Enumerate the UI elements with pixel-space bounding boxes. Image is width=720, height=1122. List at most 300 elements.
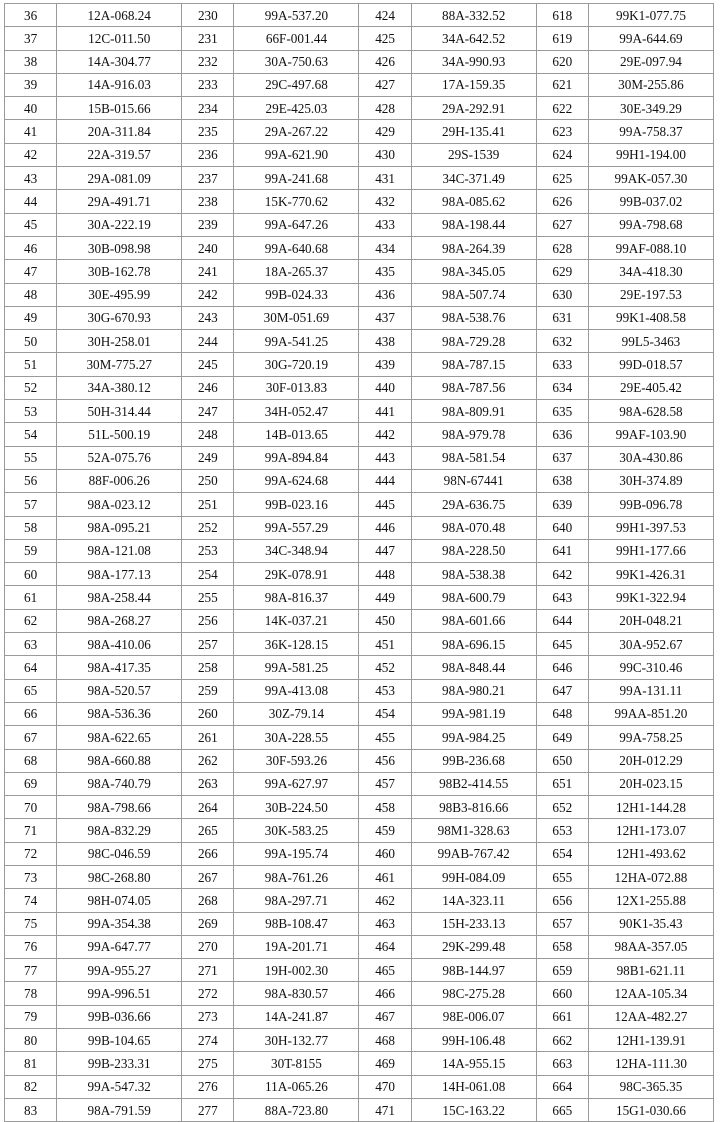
- row-number-cell: 79: [5, 1005, 57, 1028]
- plate-number-cell: 19H-002.30: [234, 959, 359, 982]
- table-row: [5, 1098, 714, 1121]
- plate-number-cell: 30K-583.25: [234, 819, 359, 842]
- plate-number-cell: 99A-537.20: [234, 4, 359, 27]
- plate-number-cell: 30A-952.67: [588, 633, 713, 656]
- row-number-cell: 243: [182, 306, 234, 329]
- row-number-cell: 254: [182, 563, 234, 586]
- plate-number-cell: 52A-075.76: [57, 446, 182, 469]
- row-number-cell: 458: [359, 796, 411, 819]
- plate-number-cell: 17A-159.35: [411, 73, 536, 96]
- row-number-cell: 50: [5, 330, 57, 353]
- row-number-cell: 68: [5, 749, 57, 772]
- plate-number-cell: 12HA-111.30: [588, 1052, 713, 1075]
- row-number-cell: 250: [182, 469, 234, 492]
- row-number-cell: 267: [182, 865, 234, 888]
- row-number-cell: 461: [359, 865, 411, 888]
- plate-number-cell: 30A-750.63: [234, 50, 359, 73]
- table-row: [5, 819, 714, 842]
- row-number-cell: 442: [359, 423, 411, 446]
- plate-number-cell: 98A-177.13: [57, 563, 182, 586]
- row-number-cell: 432: [359, 190, 411, 213]
- row-number-cell: 650: [536, 749, 588, 772]
- table-row: [5, 376, 714, 399]
- plate-number-cell: 98A-198.44: [411, 213, 536, 236]
- plate-number-cell: 15H-233.13: [411, 912, 536, 935]
- row-number-cell: 642: [536, 563, 588, 586]
- row-number-cell: 77: [5, 959, 57, 982]
- row-number-cell: 52: [5, 376, 57, 399]
- row-number-cell: 658: [536, 935, 588, 958]
- row-number-cell: 436: [359, 283, 411, 306]
- table-row: [5, 563, 714, 586]
- plate-number-cell: 98A-729.28: [411, 330, 536, 353]
- plate-number-cell: 98A-410.06: [57, 633, 182, 656]
- row-number-cell: 263: [182, 772, 234, 795]
- plate-number-cell: 98A-507.74: [411, 283, 536, 306]
- plate-number-cell: 88A-723.80: [234, 1098, 359, 1121]
- row-number-cell: 258: [182, 656, 234, 679]
- row-number-cell: 265: [182, 819, 234, 842]
- row-number-cell: 444: [359, 469, 411, 492]
- table-row: [5, 796, 714, 819]
- plate-number-cell: 30T-8155: [234, 1052, 359, 1075]
- table-row: [5, 912, 714, 935]
- row-number-cell: 244: [182, 330, 234, 353]
- table-row: [5, 50, 714, 73]
- row-number-cell: 57: [5, 493, 57, 516]
- plate-number-cell: 14B-013.65: [234, 423, 359, 446]
- plate-number-cell: 14K-037.21: [234, 609, 359, 632]
- table-row: [5, 982, 714, 1005]
- table-body: [5, 4, 714, 1122]
- plate-number-cell: 34A-642.52: [411, 27, 536, 50]
- row-number-cell: 264: [182, 796, 234, 819]
- table-row: [5, 656, 714, 679]
- plate-number-cell: 99A-984.25: [411, 726, 536, 749]
- plate-number-cell: 98A-538.38: [411, 563, 536, 586]
- plate-number-cell: 98A-628.58: [588, 400, 713, 423]
- row-number-cell: 65: [5, 679, 57, 702]
- plate-number-cell: 99A-996.51: [57, 982, 182, 1005]
- table-row: [5, 73, 714, 96]
- table-row: [5, 842, 714, 865]
- plate-number-cell: 30Z-79.14: [234, 702, 359, 725]
- row-number-cell: 435: [359, 260, 411, 283]
- table-row: [5, 539, 714, 562]
- row-number-cell: 626: [536, 190, 588, 213]
- plate-number-cell: 99A-547.32: [57, 1075, 182, 1098]
- row-number-cell: 234: [182, 97, 234, 120]
- plate-number-cell: 99A-541.25: [234, 330, 359, 353]
- plate-number-cell: 29A-636.75: [411, 493, 536, 516]
- row-number-cell: 248: [182, 423, 234, 446]
- plate-number-cell: 98A-622.65: [57, 726, 182, 749]
- table-row: [5, 423, 714, 446]
- plate-number-cell: 99A-621.90: [234, 143, 359, 166]
- row-number-cell: 619: [536, 27, 588, 50]
- plate-number-cell: 29A-292.91: [411, 97, 536, 120]
- row-number-cell: 640: [536, 516, 588, 539]
- row-number-cell: 69: [5, 772, 57, 795]
- row-number-cell: 469: [359, 1052, 411, 1075]
- plate-number-cell: 98A-787.56: [411, 376, 536, 399]
- row-number-cell: 468: [359, 1029, 411, 1052]
- row-number-cell: 269: [182, 912, 234, 935]
- row-number-cell: 660: [536, 982, 588, 1005]
- table-row: [5, 167, 714, 190]
- row-number-cell: 251: [182, 493, 234, 516]
- plate-number-cell: 99A-798.68: [588, 213, 713, 236]
- row-number-cell: 645: [536, 633, 588, 656]
- row-number-cell: 428: [359, 97, 411, 120]
- row-number-cell: 40: [5, 97, 57, 120]
- row-number-cell: 49: [5, 306, 57, 329]
- plate-number-cell: 12AA-105.34: [588, 982, 713, 1005]
- row-number-cell: 426: [359, 50, 411, 73]
- plate-number-cell: 98A-258.44: [57, 586, 182, 609]
- plate-number-cell: 29E-097.94: [588, 50, 713, 73]
- plate-number-cell: 20H-048.21: [588, 609, 713, 632]
- plate-number-cell: 51L-500.19: [57, 423, 182, 446]
- plate-number-cell: 98A-070.48: [411, 516, 536, 539]
- row-number-cell: 232: [182, 50, 234, 73]
- row-number-cell: 252: [182, 516, 234, 539]
- plate-number-cell: 98A-121.08: [57, 539, 182, 562]
- row-number-cell: 259: [182, 679, 234, 702]
- row-number-cell: 83: [5, 1098, 57, 1121]
- table-row: [5, 865, 714, 888]
- plate-number-cell: 12AA-482.27: [588, 1005, 713, 1028]
- plate-number-cell: 99K1-408.58: [588, 306, 713, 329]
- table-row: [5, 143, 714, 166]
- table-row: [5, 400, 714, 423]
- row-number-cell: 631: [536, 306, 588, 329]
- row-number-cell: 59: [5, 539, 57, 562]
- plate-number-cell: 29A-267.22: [234, 120, 359, 143]
- row-number-cell: 625: [536, 167, 588, 190]
- row-number-cell: 60: [5, 563, 57, 586]
- plate-number-cell: 30M-255.86: [588, 73, 713, 96]
- plate-number-cell: 30E-495.99: [57, 283, 182, 306]
- row-number-cell: 429: [359, 120, 411, 143]
- table-row: [5, 1005, 714, 1028]
- row-number-cell: 439: [359, 353, 411, 376]
- table-row: [5, 935, 714, 958]
- row-number-cell: 82: [5, 1075, 57, 1098]
- row-number-cell: 236: [182, 143, 234, 166]
- document-page: [4, 3, 714, 1122]
- row-number-cell: 246: [182, 376, 234, 399]
- row-number-cell: 276: [182, 1075, 234, 1098]
- row-number-cell: 48: [5, 283, 57, 306]
- plate-number-cell: 99A-581.25: [234, 656, 359, 679]
- plate-number-cell: 98AA-357.05: [588, 935, 713, 958]
- plate-number-cell: 98C-365.35: [588, 1075, 713, 1098]
- row-number-cell: 467: [359, 1005, 411, 1028]
- plate-number-cell: 98A-581.54: [411, 446, 536, 469]
- plate-number-cell: 20A-311.84: [57, 120, 182, 143]
- plate-number-cell: 98B1-621.11: [588, 959, 713, 982]
- plate-number-cell: 99A-131.11: [588, 679, 713, 702]
- table-row: [5, 726, 714, 749]
- plate-number-cell: 15B-015.66: [57, 97, 182, 120]
- row-number-cell: 471: [359, 1098, 411, 1121]
- row-number-cell: 648: [536, 702, 588, 725]
- row-number-cell: 466: [359, 982, 411, 1005]
- plate-number-cell: 99B-233.31: [57, 1052, 182, 1075]
- plate-number-cell: 98A-417.35: [57, 656, 182, 679]
- table-row: [5, 190, 714, 213]
- plate-number-cell: 30B-098.98: [57, 236, 182, 259]
- plate-number-cell: 98E-006.07: [411, 1005, 536, 1028]
- row-number-cell: 38: [5, 50, 57, 73]
- row-number-cell: 643: [536, 586, 588, 609]
- plate-number-cell: 15G1-030.66: [588, 1098, 713, 1121]
- row-number-cell: 450: [359, 609, 411, 632]
- plate-number-cell: 12H1-173.07: [588, 819, 713, 842]
- plate-number-cell: 29K-299.48: [411, 935, 536, 958]
- plate-number-cell: 98A-740.79: [57, 772, 182, 795]
- row-number-cell: 41: [5, 120, 57, 143]
- row-number-cell: 449: [359, 586, 411, 609]
- plate-number-cell: 20H-023.15: [588, 772, 713, 795]
- row-number-cell: 633: [536, 353, 588, 376]
- plate-number-cell: 99AK-057.30: [588, 167, 713, 190]
- row-number-cell: 448: [359, 563, 411, 586]
- plate-number-cell: 12H1-139.91: [588, 1029, 713, 1052]
- row-number-cell: 239: [182, 213, 234, 236]
- plate-number-cell: 98A-268.27: [57, 609, 182, 632]
- row-number-cell: 42: [5, 143, 57, 166]
- plate-number-cell: 12X1-255.88: [588, 889, 713, 912]
- plate-number-cell: 98A-791.59: [57, 1098, 182, 1121]
- plate-number-cell: 29C-497.68: [234, 73, 359, 96]
- plate-number-cell: 34A-990.93: [411, 50, 536, 73]
- plate-number-cell: 99A-354.38: [57, 912, 182, 935]
- row-number-cell: 621: [536, 73, 588, 96]
- row-number-cell: 627: [536, 213, 588, 236]
- plate-number-cell: 20H-012.29: [588, 749, 713, 772]
- plate-number-cell: 99B-236.68: [411, 749, 536, 772]
- plate-number-cell: 30F-593.26: [234, 749, 359, 772]
- plate-number-cell: 15K-770.62: [234, 190, 359, 213]
- row-number-cell: 437: [359, 306, 411, 329]
- row-number-cell: 249: [182, 446, 234, 469]
- row-number-cell: 662: [536, 1029, 588, 1052]
- row-number-cell: 45: [5, 213, 57, 236]
- row-number-cell: 622: [536, 97, 588, 120]
- plate-number-cell: 99A-557.29: [234, 516, 359, 539]
- row-number-cell: 37: [5, 27, 57, 50]
- row-number-cell: 639: [536, 493, 588, 516]
- row-number-cell: 277: [182, 1098, 234, 1121]
- plate-number-cell: 30M-775.27: [57, 353, 182, 376]
- plate-number-cell: 99B-024.33: [234, 283, 359, 306]
- plate-number-cell: 11A-065.26: [234, 1075, 359, 1098]
- plate-number-cell: 98A-848.44: [411, 656, 536, 679]
- plate-number-cell: 98A-798.66: [57, 796, 182, 819]
- row-number-cell: 447: [359, 539, 411, 562]
- plate-number-cell: 30H-258.01: [57, 330, 182, 353]
- plate-number-cell: 66F-001.44: [234, 27, 359, 50]
- table-row: [5, 446, 714, 469]
- row-number-cell: 242: [182, 283, 234, 306]
- plate-number-cell: 99K1-426.31: [588, 563, 713, 586]
- plate-number-cell: 34C-348.94: [234, 539, 359, 562]
- plate-number-cell: 99A-644.69: [588, 27, 713, 50]
- row-number-cell: 441: [359, 400, 411, 423]
- row-number-cell: 56: [5, 469, 57, 492]
- row-number-cell: 62: [5, 609, 57, 632]
- row-number-cell: 651: [536, 772, 588, 795]
- plate-number-cell: 88A-332.52: [411, 4, 536, 27]
- row-number-cell: 81: [5, 1052, 57, 1075]
- row-number-cell: 256: [182, 609, 234, 632]
- row-number-cell: 53: [5, 400, 57, 423]
- plate-number-cell: 98A-520.57: [57, 679, 182, 702]
- plate-number-cell: 36K-128.15: [234, 633, 359, 656]
- plate-number-cell: 99A-241.68: [234, 167, 359, 190]
- row-number-cell: 66: [5, 702, 57, 725]
- row-number-cell: 274: [182, 1029, 234, 1052]
- row-number-cell: 424: [359, 4, 411, 27]
- row-number-cell: 440: [359, 376, 411, 399]
- plate-number-cell: 12H1-144.28: [588, 796, 713, 819]
- plate-number-cell: 90K1-35.43: [588, 912, 713, 935]
- row-number-cell: 452: [359, 656, 411, 679]
- row-number-cell: 238: [182, 190, 234, 213]
- row-number-cell: 628: [536, 236, 588, 259]
- table-row: [5, 236, 714, 259]
- plate-number-cell: 99B-023.16: [234, 493, 359, 516]
- table-row: [5, 260, 714, 283]
- plate-number-cell: 98A-696.15: [411, 633, 536, 656]
- plate-number-cell: 99AF-088.10: [588, 236, 713, 259]
- row-number-cell: 247: [182, 400, 234, 423]
- plate-number-cell: 18A-265.37: [234, 260, 359, 283]
- plate-number-cell: 12A-068.24: [57, 4, 182, 27]
- row-number-cell: 634: [536, 376, 588, 399]
- table-row: [5, 679, 714, 702]
- plate-number-cell: 30M-051.69: [234, 306, 359, 329]
- row-number-cell: 76: [5, 935, 57, 958]
- plate-number-cell: 30G-670.93: [57, 306, 182, 329]
- table-row: [5, 469, 714, 492]
- row-number-cell: 620: [536, 50, 588, 73]
- table-row: [5, 1075, 714, 1098]
- row-number-cell: 230: [182, 4, 234, 27]
- plate-number-cell: 99A-624.68: [234, 469, 359, 492]
- row-number-cell: 455: [359, 726, 411, 749]
- plate-number-cell: 30E-349.29: [588, 97, 713, 120]
- row-number-cell: 656: [536, 889, 588, 912]
- row-number-cell: 47: [5, 260, 57, 283]
- plate-number-cell: 99B-096.78: [588, 493, 713, 516]
- plate-number-cell: 98A-264.39: [411, 236, 536, 259]
- plate-number-cell: 98A-816.37: [234, 586, 359, 609]
- plate-number-cell: 98A-980.21: [411, 679, 536, 702]
- plate-number-cell: 98A-761.26: [234, 865, 359, 888]
- row-number-cell: 465: [359, 959, 411, 982]
- row-number-cell: 253: [182, 539, 234, 562]
- row-number-cell: 653: [536, 819, 588, 842]
- row-number-cell: 644: [536, 609, 588, 632]
- table-row: [5, 702, 714, 725]
- row-number-cell: 431: [359, 167, 411, 190]
- plate-number-cell: 98A-536.36: [57, 702, 182, 725]
- row-number-cell: 268: [182, 889, 234, 912]
- plate-number-cell: 99A-894.84: [234, 446, 359, 469]
- row-number-cell: 46: [5, 236, 57, 259]
- row-number-cell: 630: [536, 283, 588, 306]
- plate-number-cell: 99A-627.97: [234, 772, 359, 795]
- row-number-cell: 659: [536, 959, 588, 982]
- row-number-cell: 241: [182, 260, 234, 283]
- plate-number-cell: 99AB-767.42: [411, 842, 536, 865]
- row-number-cell: 257: [182, 633, 234, 656]
- row-number-cell: 275: [182, 1052, 234, 1075]
- plate-number-cell: 98A-979.78: [411, 423, 536, 446]
- plate-number-cell: 99K1-077.75: [588, 4, 713, 27]
- plate-number-cell: 99B-037.02: [588, 190, 713, 213]
- table-row: [5, 772, 714, 795]
- plate-number-cell: 30G-720.19: [234, 353, 359, 376]
- row-number-cell: 635: [536, 400, 588, 423]
- row-number-cell: 438: [359, 330, 411, 353]
- row-number-cell: 78: [5, 982, 57, 1005]
- row-number-cell: 262: [182, 749, 234, 772]
- plate-number-cell: 50H-314.44: [57, 400, 182, 423]
- row-number-cell: 664: [536, 1075, 588, 1098]
- plate-number-cell: 29A-081.09: [57, 167, 182, 190]
- plate-number-cell: 99B-104.65: [57, 1029, 182, 1052]
- plate-number-cell: 14A-955.15: [411, 1052, 536, 1075]
- plate-number-cell: 14A-323.11: [411, 889, 536, 912]
- table-row: [5, 330, 714, 353]
- plate-number-cell: 98A-085.62: [411, 190, 536, 213]
- plate-number-cell: 99D-018.57: [588, 353, 713, 376]
- plate-number-cell: 99L5-3463: [588, 330, 713, 353]
- row-number-cell: 64: [5, 656, 57, 679]
- row-number-cell: 235: [182, 120, 234, 143]
- table-row: [5, 889, 714, 912]
- row-number-cell: 445: [359, 493, 411, 516]
- row-number-cell: 636: [536, 423, 588, 446]
- plate-number-cell: 98A-832.29: [57, 819, 182, 842]
- row-number-cell: 624: [536, 143, 588, 166]
- row-number-cell: 75: [5, 912, 57, 935]
- row-number-cell: 463: [359, 912, 411, 935]
- plate-number-cell: 98B-108.47: [234, 912, 359, 935]
- row-number-cell: 427: [359, 73, 411, 96]
- plate-number-cell: 99A-413.08: [234, 679, 359, 702]
- plate-number-cell: 99AA-851.20: [588, 702, 713, 725]
- plate-number-cell: 99K1-322.94: [588, 586, 713, 609]
- plate-number-cell: 99H-084.09: [411, 865, 536, 888]
- plate-number-cell: 98A-345.05: [411, 260, 536, 283]
- row-number-cell: 457: [359, 772, 411, 795]
- plate-number-cell: 29K-078.91: [234, 563, 359, 586]
- plate-number-cell: 99H1-177.66: [588, 539, 713, 562]
- plate-number-cell: 99H-106.48: [411, 1029, 536, 1052]
- row-number-cell: 430: [359, 143, 411, 166]
- row-number-cell: 434: [359, 236, 411, 259]
- row-number-cell: 273: [182, 1005, 234, 1028]
- plate-number-cell: 98A-660.88: [57, 749, 182, 772]
- row-number-cell: 459: [359, 819, 411, 842]
- row-number-cell: 36: [5, 4, 57, 27]
- plate-number-cell: 98A-830.57: [234, 982, 359, 1005]
